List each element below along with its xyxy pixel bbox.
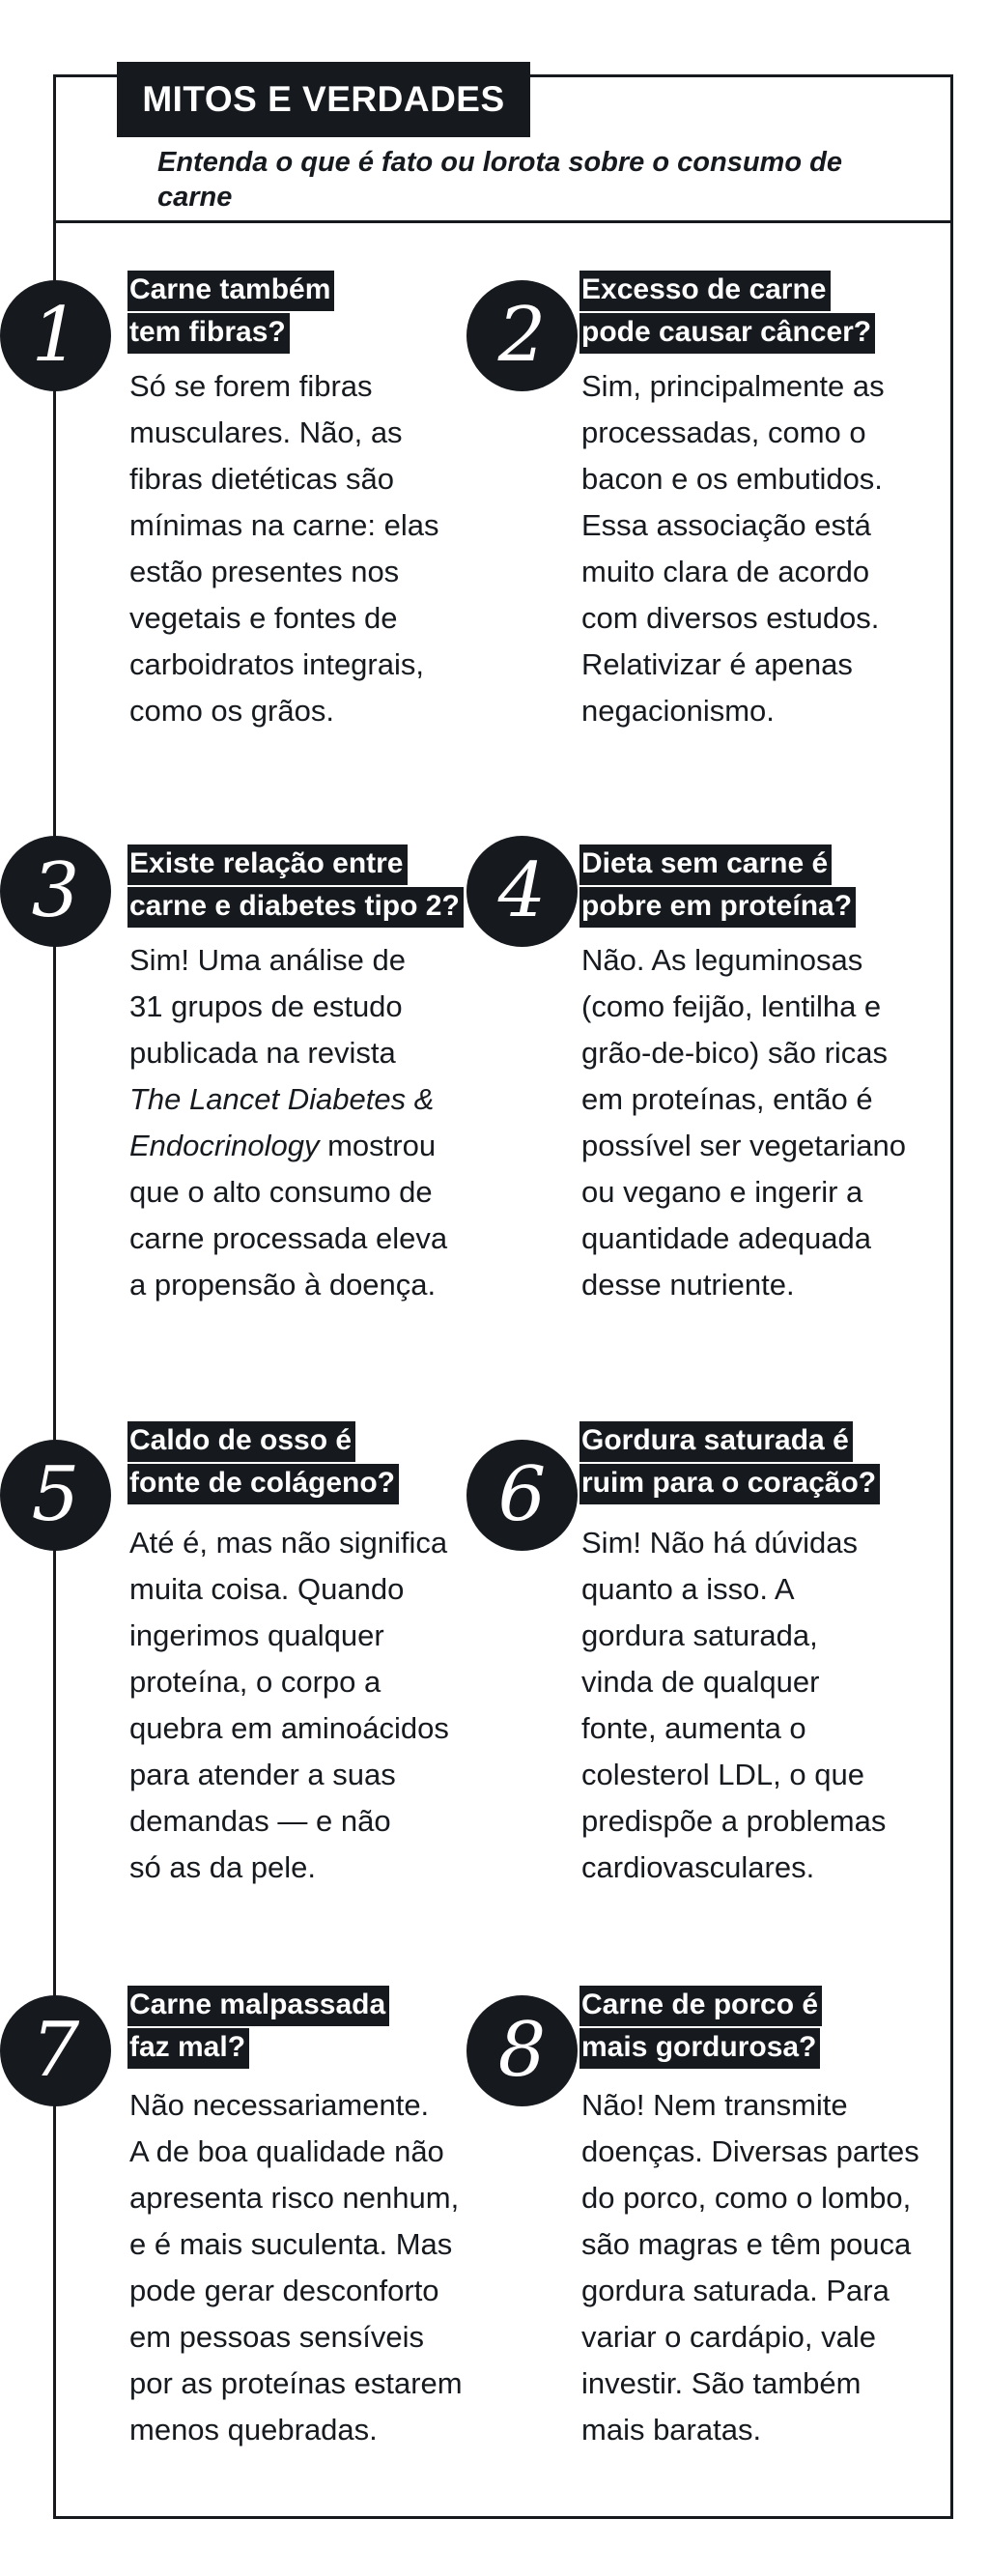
number-badge-5: 5 [0,1440,111,1551]
question-7 [127,1986,389,2071]
answer-text: mostrou [327,1129,437,1162]
answer-line: Sim! Uma análise de [129,943,407,977]
answer-line: gordura saturada. Para [581,2274,890,2307]
answer-line: Sim! Não há dúvidas [581,1526,859,1560]
question-line: Carne malpassada [127,1986,389,2026]
answer-line: por as proteínas estarem [129,2366,463,2400]
answer-line: quantidade adequada [581,1221,871,1255]
answer-line: cardiovasculares. [581,1850,815,1884]
answer-line: musculares. Não, as [129,415,403,449]
question-line: Existe relação entre [127,844,408,885]
answer-line: muito clara de acordo [581,555,870,588]
number-badge-7: 7 [0,1995,111,2106]
number-badge-6: 6 [466,1440,578,1551]
answer-line: 31 grupos de estudo [129,989,403,1023]
answer-line: só as da pele. [129,1850,317,1884]
answer-line: vegetais e fontes de [129,601,398,635]
answer-6 [581,1520,886,1891]
answer-line: com diversos estudos. [581,601,880,635]
page-subtitle: Entenda o que é fato ou lorota sobre o consumo de carne [157,147,842,213]
answer-line: Relativizar é apenas [581,647,853,681]
answer-line: mínimas na carne: elas [129,508,439,542]
answer-line: apresenta risco nenhum, [129,2181,460,2215]
answer-line: fibras dietéticas são [129,462,394,496]
journal-name: The Lancet Diabetes & [129,1082,435,1116]
answer-5 [129,1520,449,1891]
answer-line: Até é, mas não significa [129,1526,448,1560]
answer-line: quebra em aminoácidos [129,1711,449,1745]
answer-line: quanto a isso. A [581,1572,795,1606]
answer-line: demandas — e não [129,1804,391,1838]
question-line: Caldo de osso é [127,1421,355,1462]
answer-line: possível ser vegetariano [581,1129,907,1162]
question-line: Carne também [127,271,334,311]
question-2 [579,271,875,356]
answer-line: Essa associação está [581,508,871,542]
answer-line: ingerimos qualquer [129,1618,384,1652]
answer-line: e é mais suculenta. Mas [129,2227,453,2261]
question-4 [579,844,856,930]
number-badge-8: 8 [466,1995,578,2106]
answer-line: vinda de qualquer [581,1665,820,1699]
answer-line: a propensão à doença. [129,1268,437,1302]
answer-line: Não necessariamente. [129,2088,430,2122]
question-line: faz mal? [127,2028,249,2069]
question-line: Carne de porco é [579,1986,822,2026]
answer-line: do porco, como o lombo, [581,2181,912,2215]
header-divider [53,220,953,223]
question-line: carne e diabetes tipo 2? [127,887,464,928]
answer-line: estão presentes nos [129,555,400,588]
answer-line: fonte, aumenta o [581,1711,806,1745]
answer-line: pode gerar desconforto [129,2274,439,2307]
answer-line: carboidratos integrais, [129,647,424,681]
answer-3 [129,937,447,1308]
question-line: tem fibras? [127,313,290,354]
answer-line: em pessoas sensíveis [129,2320,424,2354]
question-line: Excesso de carne [579,271,831,311]
answer-1 [129,363,438,734]
answer-line: mais baratas. [581,2413,762,2447]
number-badge-3: 3 [0,836,111,947]
answer-line: Sim, principalmente as [581,369,885,403]
answer-line: negacionismo. [581,694,775,728]
answer-line: desse nutriente. [581,1268,795,1302]
answer-line: são magras e têm pouca [581,2227,912,2261]
answer-line: Não! Nem transmite [581,2088,848,2122]
answer-4 [581,937,906,1308]
answer-7 [129,2082,463,2453]
answer-line [129,1123,447,1169]
question-8 [579,1986,822,2071]
answer-line: em proteínas, então é [581,1082,873,1116]
question-3 [127,844,464,930]
answer-line: gordura saturada, [581,1618,818,1652]
question-6 [579,1421,880,1506]
answer-line: menos quebradas. [129,2413,378,2447]
answer-line: bacon e os embutidos. [581,462,883,496]
answer-line: carne processada eleva [129,1221,448,1255]
answer-line: que o alto consumo de [129,1175,433,1209]
answer-line: (como feijão, lentilha e [581,989,882,1023]
answer-line: para atender a suas [129,1758,396,1791]
answer-line: colesterol LDL, o que [581,1758,864,1791]
question-line: fonte de colágeno? [127,1464,399,1504]
number-badge-2: 2 [466,280,578,391]
question-1 [127,271,334,356]
question-5 [127,1421,399,1506]
journal-name: Endocrinology [129,1129,320,1162]
answer-line: processadas, como o [581,415,866,449]
answer-line: Só se forem fibras [129,369,373,403]
question-line: Dieta sem carne é [579,844,832,885]
question-line: mais gordurosa? [579,2028,820,2069]
answer-line: predispõe a problemas [581,1804,887,1838]
answer-line: como os grãos. [129,694,334,728]
answer-line [129,1076,447,1123]
answer-line: grão-de-bico) são ricas [581,1036,889,1070]
answer-line: ou vegano e ingerir a [581,1175,863,1209]
question-line: Gordura saturada é [579,1421,853,1462]
answer-line: publicada na revista [129,1036,396,1070]
answer-line: A de boa qualidade não [129,2134,444,2168]
number-badge-4: 4 [466,836,578,947]
question-line: pode causar câncer? [579,313,875,354]
answer-8 [581,2082,919,2453]
answer-line: variar o cardápio, vale [581,2320,876,2354]
answer-line: investir. São também [581,2366,862,2400]
answer-line: proteína, o corpo a [129,1665,381,1699]
answer-line: Não. As leguminosas [581,943,863,977]
answer-line: doenças. Diversas partes [581,2134,919,2168]
page-title: MITOS E VERDADES [117,62,530,137]
answer-line: muita coisa. Quando [129,1572,405,1606]
answer-2 [581,363,885,734]
number-badge-1: 1 [0,280,111,391]
question-line: ruim para o coração? [579,1464,880,1504]
question-line: pobre em proteína? [579,887,856,928]
